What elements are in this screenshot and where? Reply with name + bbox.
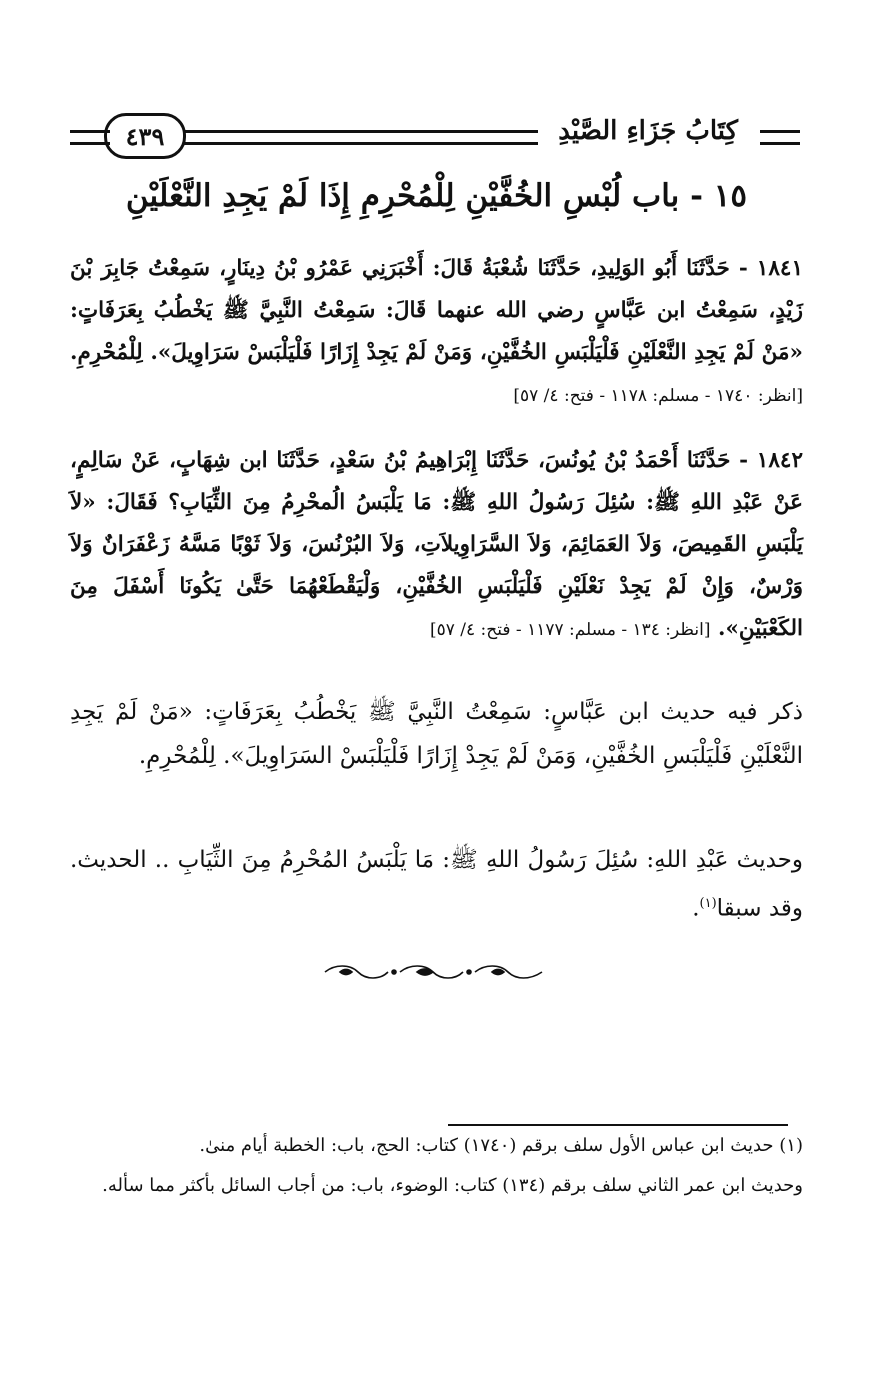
hadith-text: ١٨٤١ - حَدَّثَنَا أَبُو الوَلِيدِ، حَدَّثَنَا شُعْبَةُ قَالَ: أَخْبَرَنِي عَمْرُو بْنُ دِينَارٍ، سَمِعْتُ جَابِرَ بْنَ زَيْدٍ، سَمِعْتُ ابن عَبَّاسٍ رضي الله عنهما قَالَ: سَمِعْتُ النَّبِيَّ ﷺ يَخْطُبُ بِعَرَفَاتٍ: «مَنْ لَمْ يَجِدِ النَّعْلَيْنِ فَلْيَلْبَسِ الخُفَّيْنِ، وَمَنْ لَمْ يَجِدْ إِزَارًا فَلْيَلْبَسْ سَرَاوِيلَ». لِلْمُحْرِمِ. xyxy=(70,256,803,365)
sentence-end: . xyxy=(692,895,700,922)
hadith-1842 xyxy=(70,440,803,651)
hadith-text: ١٨٤٢ - حَدَّثَنَا أَحْمَدُ بْنُ يُونُسَ، حَدَّثَنَا إِبْرَاهِيمُ بْنُ سَعْدٍ، حَدَّثَنَا ابن شِهَابٍ، عَنْ سَالِمٍ، عَنْ عَبْدِ اللهِ ﷺ: سُئِلَ رَسُولُ اللهِ ﷺ: مَا يَلْبَسُ الُمحْرِمُ مِنَ الثِّيَابِ؟ فَقَالَ: «لاَ يَلْبَسِ القَمِيصَ، وَلاَ العَمَائِمَ، وَلاَ السَّرَاوِيلاَتِ، وَلاَ البُرْنُسَ، وَلاَ ثَوْبًا مَسَّهُ زَعْفَرَانٌ وَلاَ وَرْسٌ، وَإِنْ لَمْ يَجِدْ نَعْلَيْنِ فَلْيَلْبَسِ الخُفَّيْنِ، وَلْيَقْطَعْهُمَا حَتَّىٰ يَكُونَا أَسْفَلَ مِنَ الكَعْبَيْنِ». xyxy=(70,448,803,641)
header-double-rule xyxy=(170,130,538,145)
commentary-text: وحديث عَبْدِ اللهِ: سُئِلَ رَسُولُ اللهِ ﷺ: مَا يَلْبَسُ المُحْرِمُ مِنَ الثِّيَابِ .. الحديث. وقد سبقا xyxy=(70,847,803,922)
footnote-1-continued: وحديث ابن عمر الثاني سلف برقم (١٣٤) كتاب: الوضوء، باب: من أجاب السائل بأكثر مما سأله. xyxy=(102,1175,803,1196)
hadith-1841 xyxy=(70,248,803,417)
footnote-marker: (١) xyxy=(699,896,717,911)
decorative-ornament-icon xyxy=(320,960,550,984)
hadith-reference: [انظر: ١٣٤ - مسلم: ١١٧٧ - فتح: ٤/ ٥٧] xyxy=(429,620,711,640)
commentary-paragraph: ذكر فيه حديث ابن عَبَّاسٍ: سَمِعْتُ النَّبِيَّ ﷺ يَخْطُبُ بِعَرَفَاتٍ: «مَنْ لَمْ يَجِدِ النَّعْلَيْنِ فَلْيَلْبَسِ الخُفَّيْنِ، وَمَنْ لَمْ يَجِدْ إِزَارًا فَلْيَلْبَسْ السَرَاوِيلَ». لِلْمُحْرِمِ. xyxy=(70,699,803,769)
page-number: ٤٣٩ xyxy=(125,121,165,151)
footnotes xyxy=(70,1128,803,1208)
page-number-badge xyxy=(104,113,186,159)
header-double-rule-right xyxy=(760,130,800,145)
book-title: كِتَابُ جَزَاءِ الصَّيْدِ xyxy=(558,116,738,146)
header-double-rule-left xyxy=(70,130,110,145)
footnote-1: (١) حديث ابن عباس الأول سلف برقم (١٧٤٠) كتاب: الحج، باب: الخطبة أيام منىٰ. xyxy=(199,1135,803,1156)
chapter-heading: ١٥ - باب لُبْسِ الخُفَّيْنِ لِلْمُحْرِمِ إِذَا لَمْ يَجِدِ النَّعْلَيْنِ xyxy=(125,178,748,214)
commentary-paragraph xyxy=(70,838,803,931)
hadith-reference: [انظر: ١٧٤٠ - مسلم: ١١٧٨ - فتح: ٤/ ٥٧] xyxy=(513,386,803,406)
footnote-separator xyxy=(448,1124,788,1126)
running-header xyxy=(70,110,800,160)
